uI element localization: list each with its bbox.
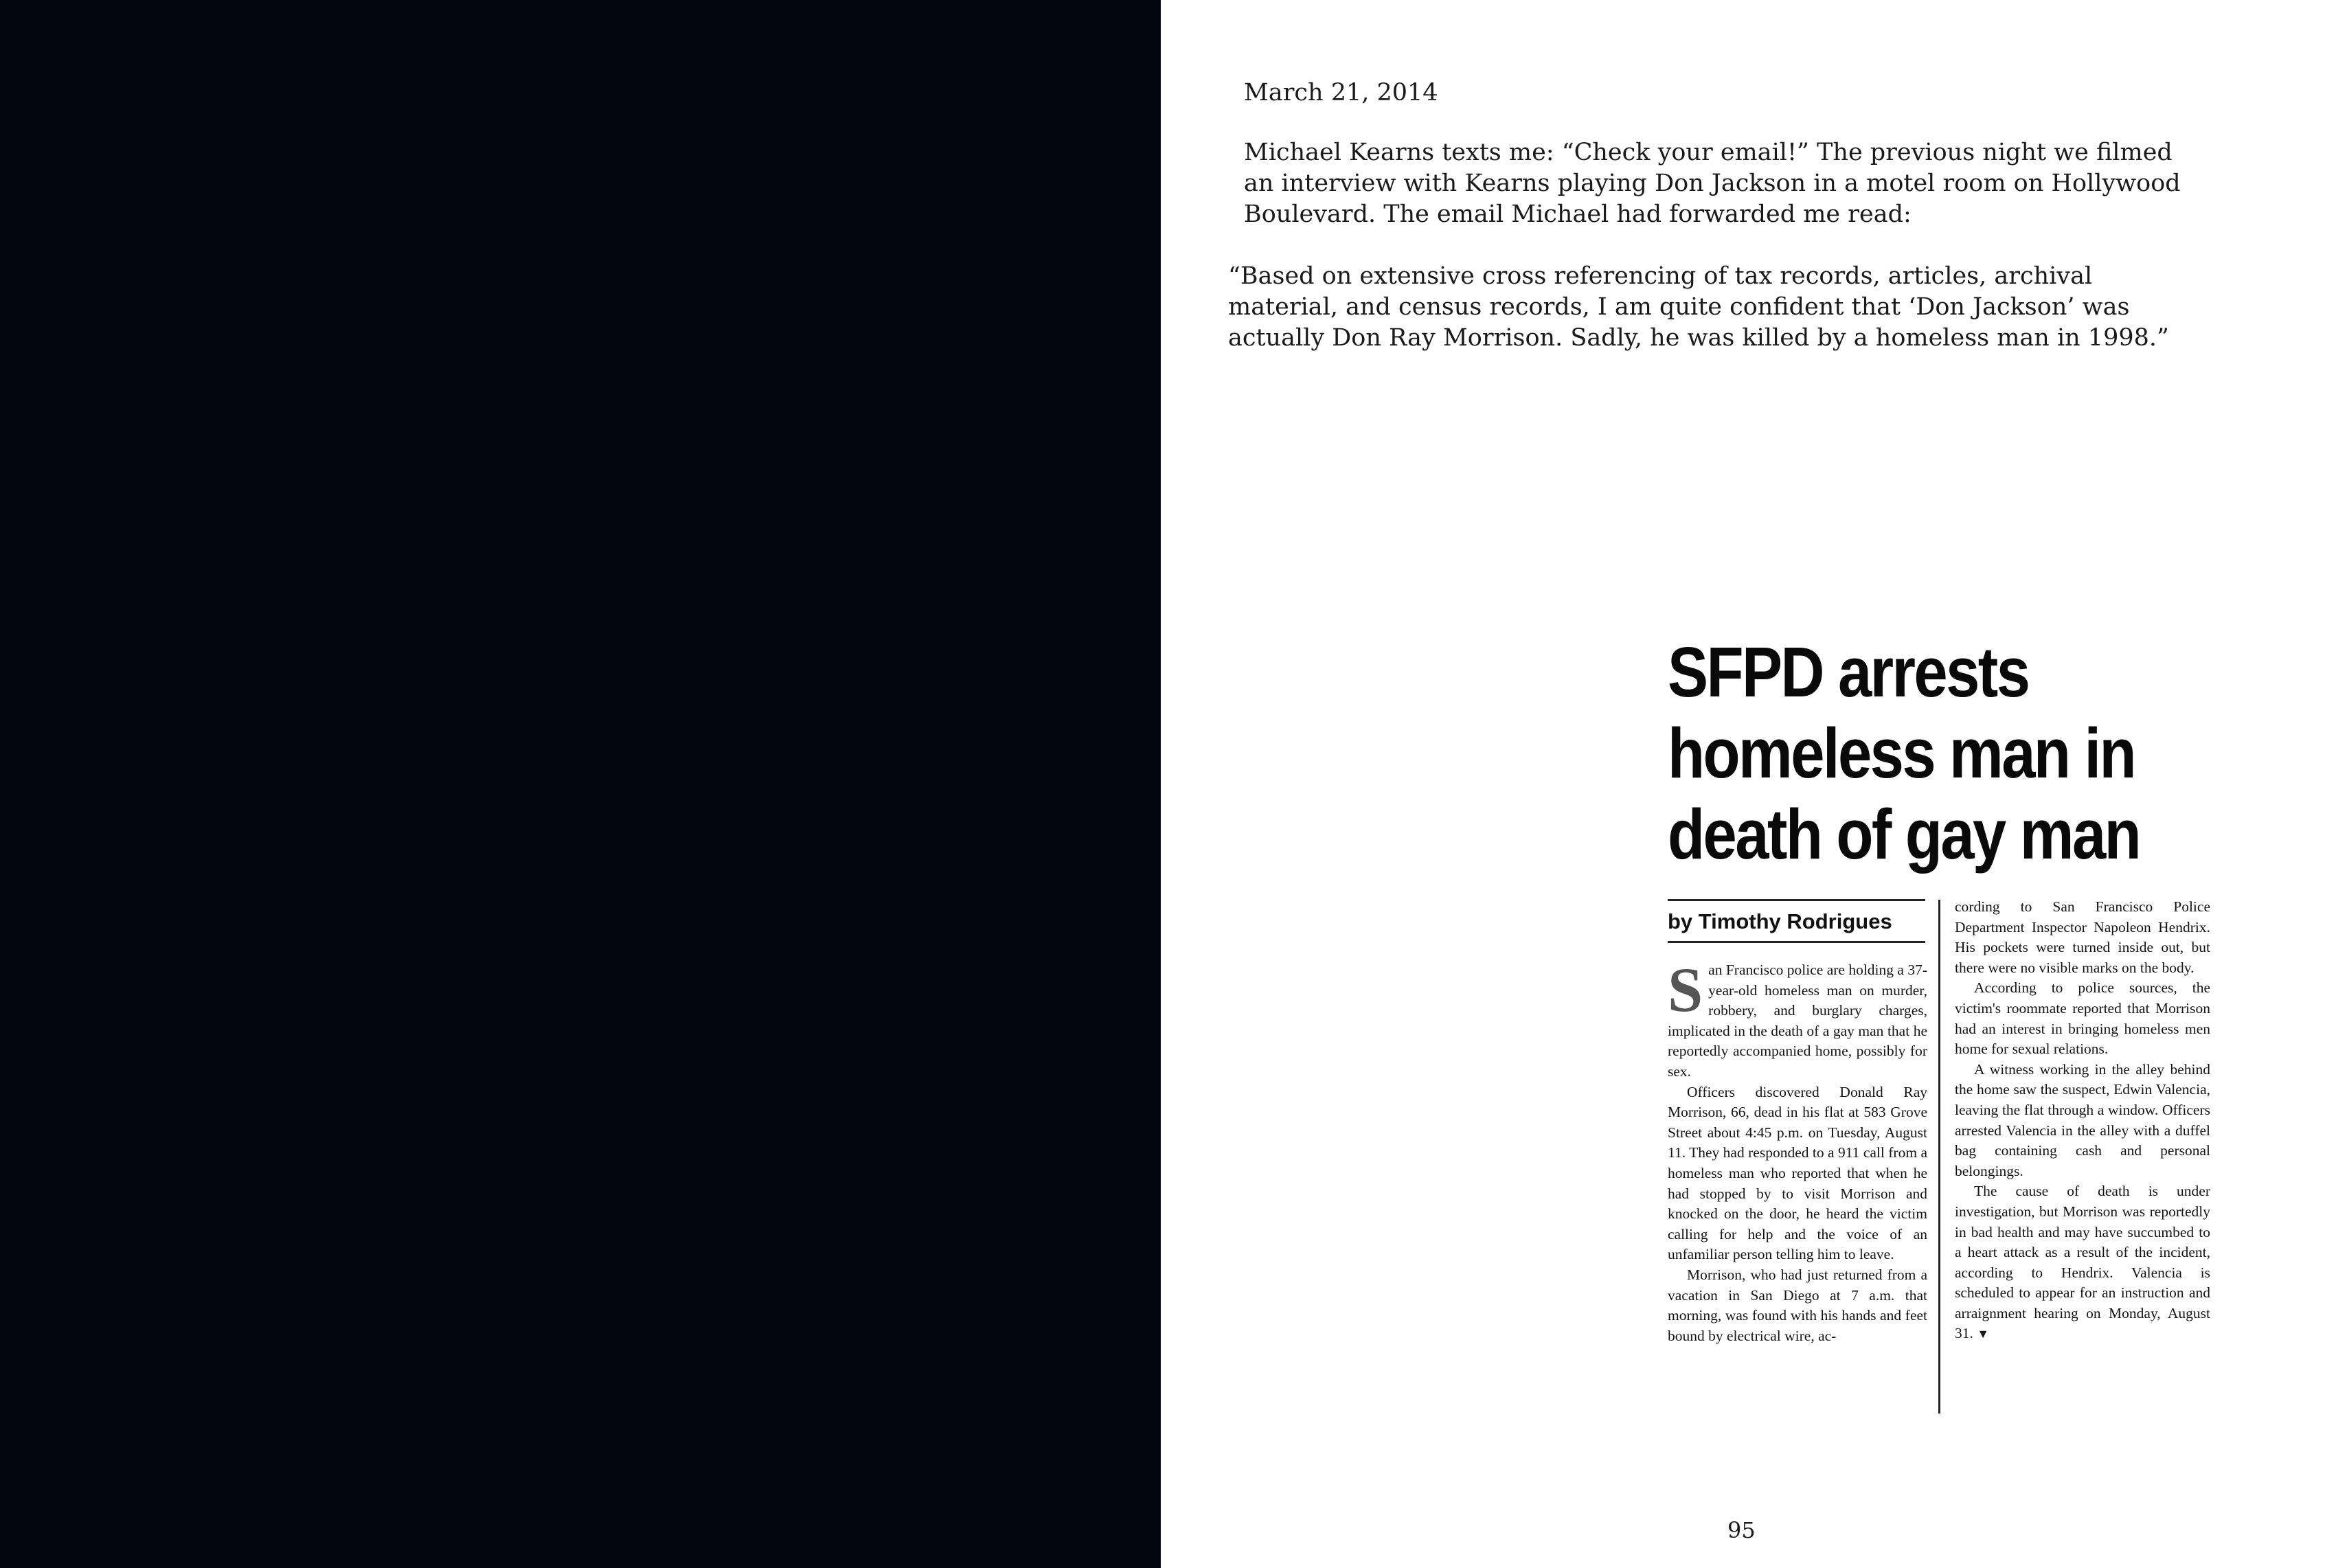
clipping-headline (1668, 632, 2140, 875)
end-triangle-icon: ▼ (1977, 1327, 1990, 1341)
column-1-paragraph-2: Officers discovered Donald Ray Morrison, 66, dead in his flat at 583 Grove Street about 4:45 p.m. on Tuesday, August 11. They had responded to a 911 call from a homeless man who reported that when he had stopped by to visit Morrison and knocked on the door, he heard the victim calling for help and the voice of an unfamiliar person telling him to leave. (1668, 1083, 1927, 1263)
clipping-byline: by Timothy Rodrigues (1668, 909, 1892, 933)
column-1-paragraph-1-text: an Francisco police are holding a 37-year-old homeless man on murder, robbery, and burglary charges, implicated in the death of a gay man that he reportedly accompanied home, possibly for sex. (1668, 962, 1927, 1080)
byline-top-rule (1668, 899, 1925, 901)
column-2-paragraph-4 (1955, 1181, 2210, 1345)
headline-line-3: death of gay man (1668, 795, 2140, 874)
column-2-paragraph-2: According to police sources, the victim's roommate reported that Morrison had an interest in bringing homeless men home for sexual relations. (1955, 979, 2210, 1058)
column-2-paragraph-3: A witness working in the alley behind the home saw the suspect, Edwin Valencia, leaving the flat through a window. Officers arrested Valencia in the alley with a duffel bag containing cash and personal belongings. (1955, 1060, 2210, 1179)
column-divider (1938, 900, 1940, 1413)
headline-line-2: homeless man in (1668, 714, 2135, 793)
email-quote-text: “Based on extensive cross referencing of tax records, articles, archival material, and census records, I am quite confident that ‘Don Jackson’ was actually Don Ray Morrison. Sadly, he was killed by a homeless man in 1998.” (1228, 262, 2169, 352)
article-column-2 (1955, 897, 2210, 1345)
article-column-1 (1668, 955, 1927, 1346)
left-page-black (0, 0, 1161, 1568)
headline-line-1: SFPD arrests (1668, 633, 2029, 712)
column-1-paragraph-3: Morrison, who had just returned from a vacation in San Diego at 7 a.m. that morning, was found with his hands and feet bound by electrical wire, ac- (1668, 1266, 1927, 1344)
email-quote (1228, 261, 2203, 354)
intro-paragraph: Michael Kearns texts me: “Check your email!” The previous night we filmed an interview with Kearns playing Don Jackson in a motel room on Hollywood Boulevard. The email Michael had forwarded me read: (1244, 139, 2181, 228)
column-1-paragraph-1 (1668, 955, 1927, 1082)
entry-date: March 21, 2014 (1244, 79, 1438, 106)
column-2-paragraph-4-text: The cause of death is under investigation, but Morrison was reportedly in bad health and may have succumbed to a heart attack as a result of the incident, according to Hendrix. Valencia is scheduled to appear for an instruction and arraignment hearing on Monday, August 31. (1955, 1183, 2210, 1342)
page-number: 95 (1727, 1517, 1756, 1543)
column-2-paragraph-1: cording to San Francisco Police Department Inspector Napoleon Hendrix. His pockets were turned inside out, but there were no visible marks on the body. (1955, 898, 2210, 976)
drop-cap: S (1668, 955, 1703, 1025)
newspaper-clipping (1668, 632, 2210, 1456)
byline-bottom-rule (1668, 941, 1925, 943)
